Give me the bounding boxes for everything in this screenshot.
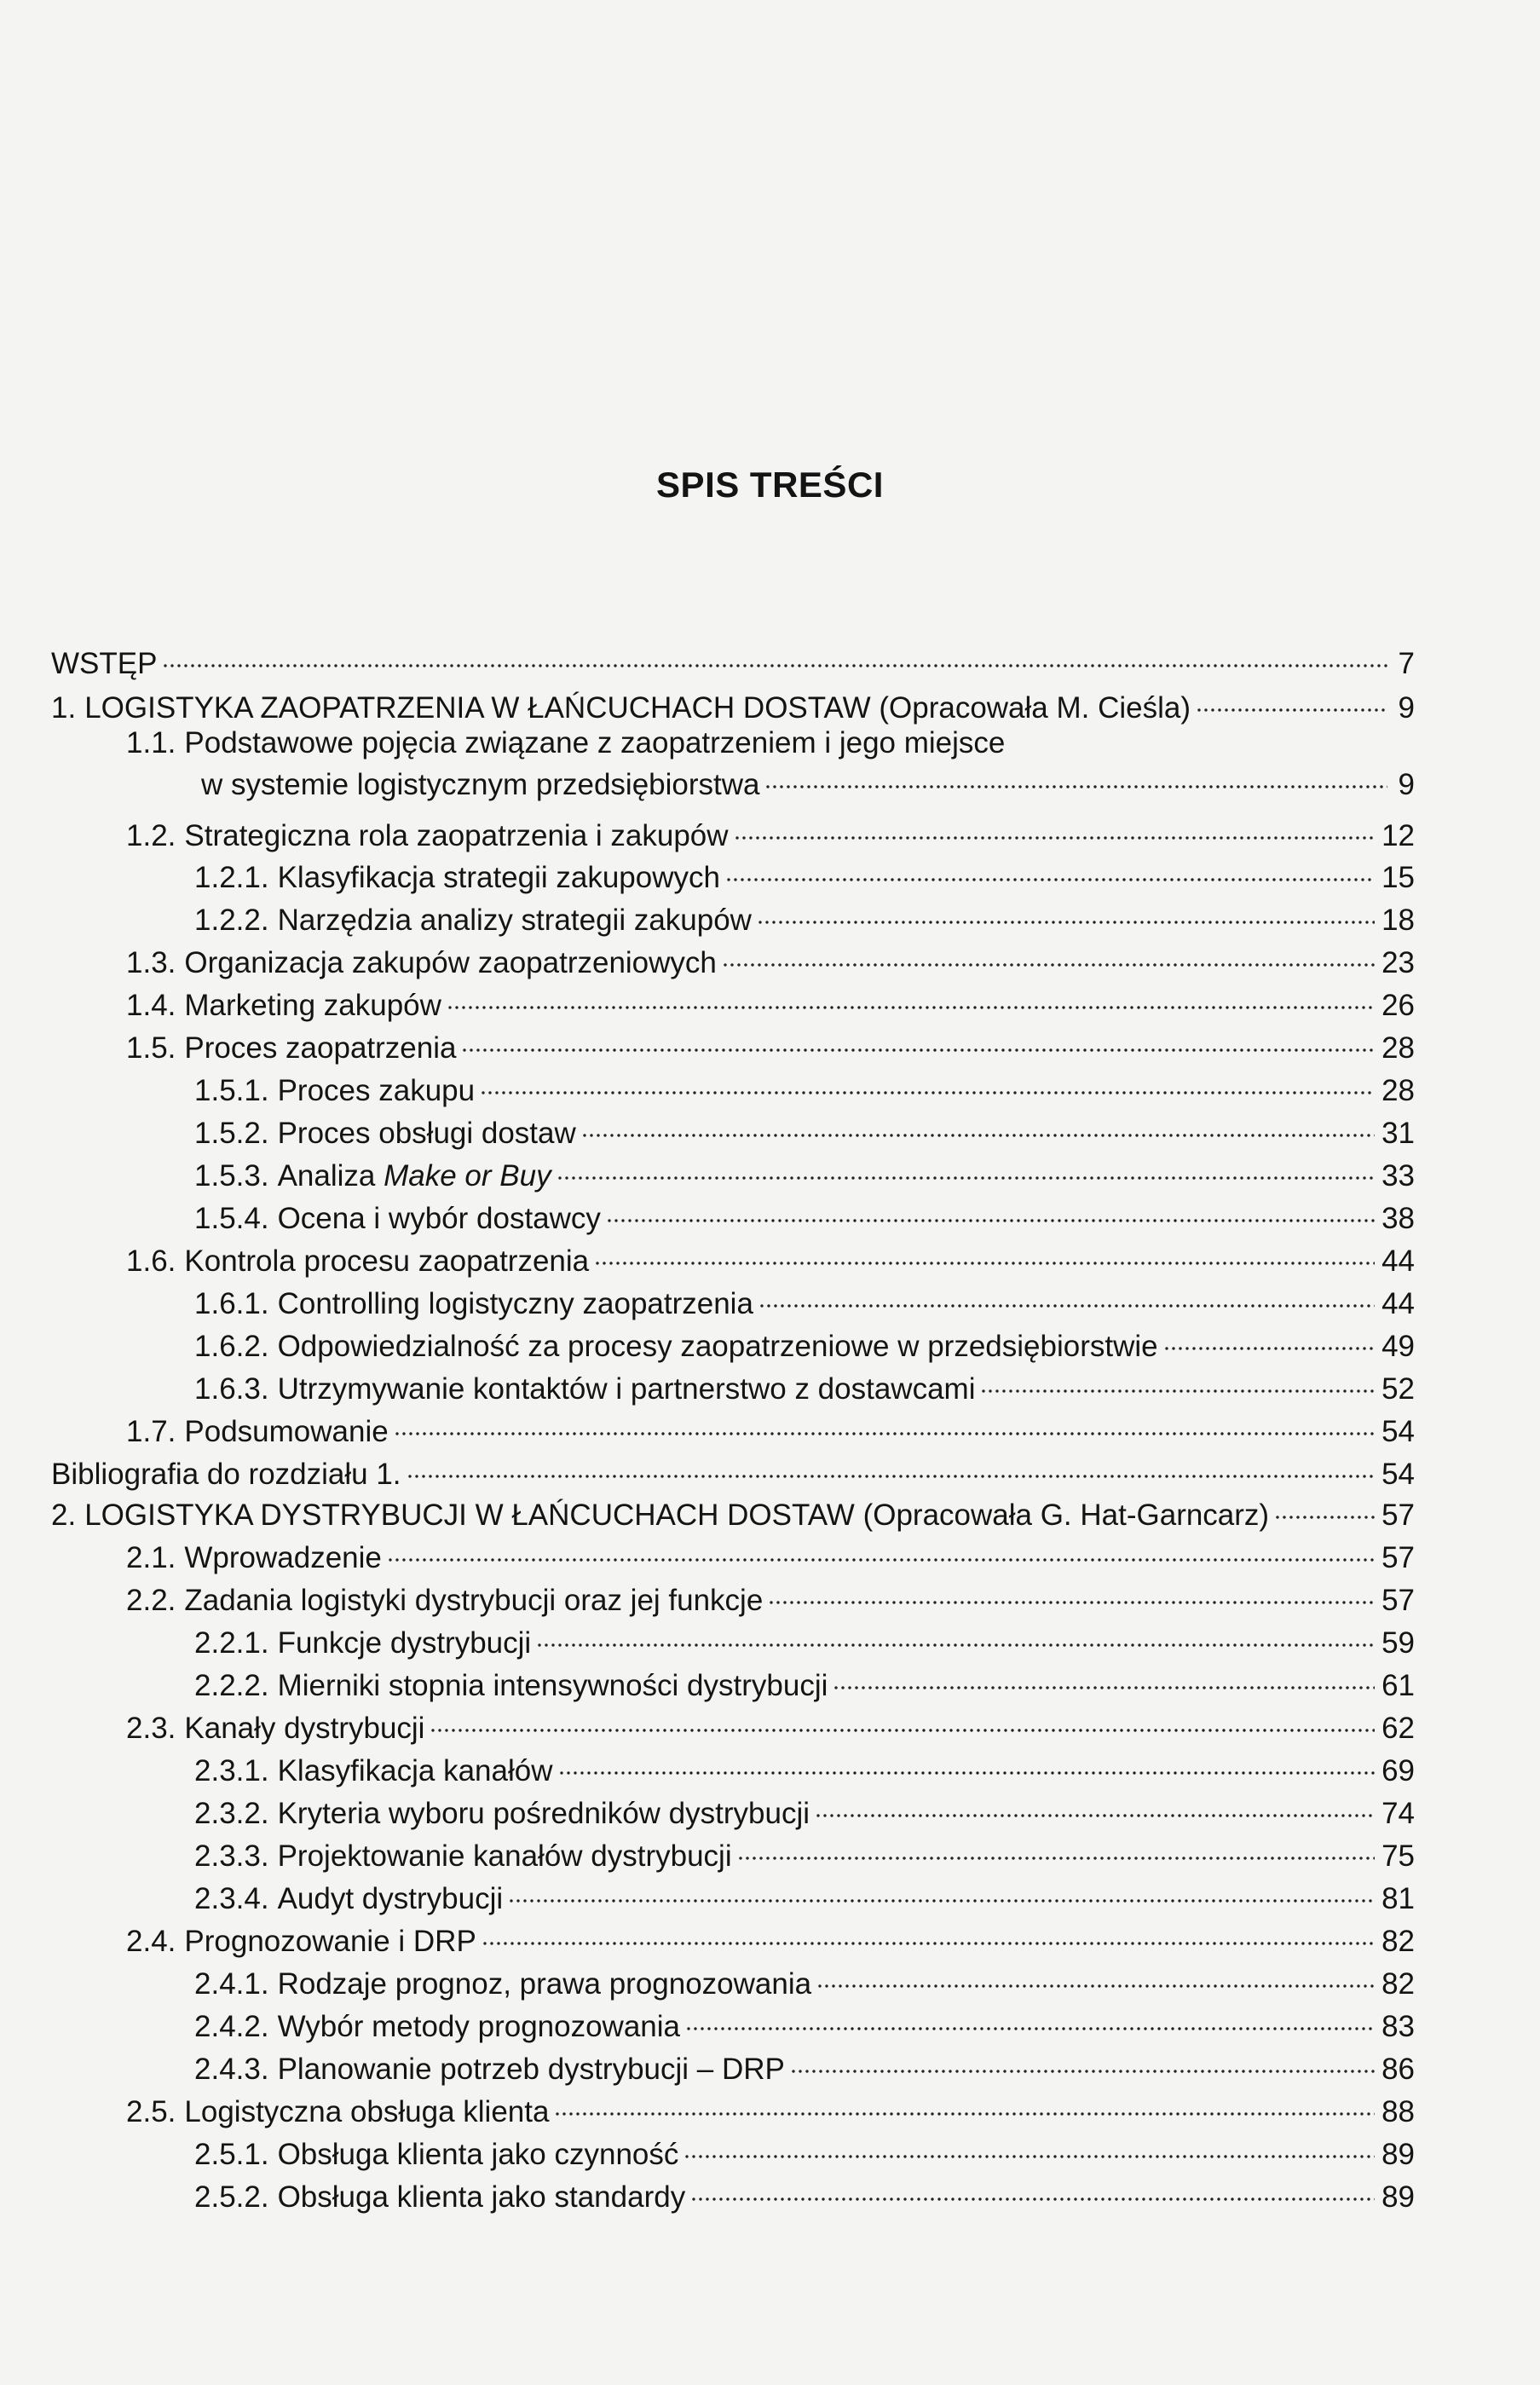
toc-entry-page: 57 xyxy=(1381,1584,1415,1617)
toc-entry-page: 9 xyxy=(1398,768,1415,801)
toc-entry-line xyxy=(126,1576,1415,1618)
toc-entry xyxy=(126,981,1415,1023)
dot-leader xyxy=(394,1407,1375,1441)
toc-entry-title: Rodzaje prognoz, prawa prognozowania xyxy=(277,1967,812,2001)
toc-entry-title: Marketing zakupów xyxy=(184,989,441,1022)
toc-entry-line xyxy=(194,2045,1415,2087)
toc-entry-line xyxy=(51,639,1415,681)
toc-entry-page: 81 xyxy=(1381,1882,1415,1915)
page-title: SPIS TREŚCI xyxy=(656,465,884,505)
toc-entry-page: 57 xyxy=(1381,1541,1415,1574)
toc-entry-page: 75 xyxy=(1381,1839,1415,1873)
toc-entry-title: Zadania logistyki dystrybucji oraz jej funkcje xyxy=(184,1584,764,1617)
toc-entry-page: 54 xyxy=(1381,1415,1415,1448)
toc-entry-title: Podsumowanie xyxy=(184,1415,389,1448)
toc-entry-line xyxy=(51,1450,1415,1492)
dot-leader xyxy=(557,1152,1375,1186)
dot-leader xyxy=(734,811,1376,846)
toc-entry-number: 2.4.2. xyxy=(194,2010,269,2043)
toc-entry xyxy=(126,1576,1415,1618)
toc-entry-number: 1. xyxy=(51,691,77,725)
dot-leader xyxy=(725,853,1375,887)
toc-entry-number: 1.3. xyxy=(126,946,176,979)
toc-entry-title: Klasyfikacja strategii zakupowych xyxy=(277,861,720,894)
toc-entry xyxy=(194,2045,1415,2087)
toc-entry xyxy=(126,938,1415,980)
toc-entry-page: 33 xyxy=(1381,1159,1415,1192)
toc-entry-title-continued: w systemie logistycznym przedsiębiorstwa xyxy=(201,768,760,801)
toc-entry-page: 28 xyxy=(1381,1074,1415,1107)
toc-entry-line xyxy=(194,1109,1415,1151)
toc-entry-line xyxy=(194,1960,1415,2001)
toc-entry-page: 89 xyxy=(1381,2180,1415,2214)
toc-entry-number: 1.2.2. xyxy=(194,904,269,937)
toc-entry-title: Mierniki stopnia intensywności dystrybucji xyxy=(277,1669,828,1702)
toc-entry-line xyxy=(126,1407,1415,1449)
toc-entry-page: 57 xyxy=(1381,1499,1415,1532)
toc-entry-line xyxy=(126,811,1415,853)
toc-entry xyxy=(126,1533,1415,1575)
toc-entry-page: 83 xyxy=(1381,2010,1415,2043)
toc-entry xyxy=(126,1237,1415,1279)
toc-entry-page: 59 xyxy=(1381,1626,1415,1660)
toc-entry-page: 88 xyxy=(1381,2095,1415,2128)
toc-entry-number: 1.5.3. xyxy=(194,1159,269,1192)
toc-entry-title: Funkcje dystrybucji xyxy=(277,1626,532,1660)
toc-entry-line xyxy=(194,2002,1415,2044)
dot-leader xyxy=(768,1576,1375,1610)
toc-entry-title: Wprowadzenie xyxy=(184,1541,382,1574)
toc-entry xyxy=(51,639,1415,681)
toc-entry-page: 69 xyxy=(1381,1754,1415,1787)
toc-entry-title: Prognozowanie i DRP xyxy=(184,1925,476,1958)
toc-entry-title: Wybór metody prognozowania xyxy=(277,2010,681,2043)
toc-entry xyxy=(194,1322,1415,1364)
toc-entry-title: Bibliografia do rozdziału 1. xyxy=(51,1458,401,1491)
toc-entry xyxy=(194,1747,1415,1788)
dot-leader xyxy=(790,2045,1375,2079)
toc-entry xyxy=(126,1407,1415,1449)
toc-entry-line xyxy=(194,1747,1415,1788)
toc-entry-number: 1.6.2. xyxy=(194,1330,269,1363)
toc-entry-line xyxy=(194,1322,1415,1364)
toc-entry-title: Strategiczna rola zaopatrzenia i zakupów xyxy=(184,819,729,852)
dot-leader xyxy=(690,2173,1375,2207)
dot-leader xyxy=(606,1194,1375,1228)
toc-entry-page: 44 xyxy=(1381,1287,1415,1320)
toc-entry-page: 61 xyxy=(1381,1669,1415,1702)
toc-entry-line xyxy=(126,1533,1415,1575)
toc-entry-title: Audyt dystrybucji xyxy=(277,1882,504,1915)
toc-entry xyxy=(194,1365,1415,1406)
toc-entry xyxy=(194,1619,1415,1660)
toc-entry-page: 23 xyxy=(1381,946,1415,979)
toc-entry-line xyxy=(126,726,1415,760)
toc-entry-line xyxy=(194,1874,1415,1916)
toc-entry-line xyxy=(194,1619,1415,1660)
dot-leader xyxy=(757,896,1375,930)
toc-entry-title: Podstawowe pojęcia związane z zaopatrzeniem i jego miejsce xyxy=(184,726,1006,759)
toc-entry-number: 1.6. xyxy=(126,1244,176,1278)
toc-entry xyxy=(126,726,1415,802)
toc-entry-title: Analiza xyxy=(277,1159,376,1192)
toc-entry-line xyxy=(194,1789,1415,1831)
toc-entry-line xyxy=(194,1194,1415,1236)
toc-entry-title: Obsługa klienta jako standardy xyxy=(277,2180,686,2214)
toc-entry-page: 28 xyxy=(1381,1031,1415,1065)
toc-entry-title: Organizacja zakupów zaopatrzeniowych xyxy=(184,946,717,979)
toc-entry-title: Klasyfikacja kanałów xyxy=(277,1754,553,1787)
toc-entry xyxy=(51,1491,1415,1533)
toc-entry-number: 1.4. xyxy=(126,989,176,1022)
dot-leader xyxy=(833,1661,1375,1695)
dot-leader xyxy=(536,1619,1375,1653)
dot-leader xyxy=(764,760,1387,794)
toc-entry xyxy=(194,1789,1415,1831)
dot-leader xyxy=(387,1533,1375,1568)
toc-entry xyxy=(194,1109,1415,1151)
toc-entry xyxy=(126,1917,1415,1959)
toc-entry xyxy=(194,1832,1415,1874)
toc-entry-title: Odpowiedzialność za procesy zaopatrzeniowe w przedsiębiorstwie xyxy=(277,1330,1158,1363)
toc-entry-number: 2.3.3. xyxy=(194,1839,269,1873)
toc-entry-title: Proces obsługi dostaw xyxy=(277,1117,576,1150)
toc-entry-title: Controlling logistyczny zaopatrzenia xyxy=(277,1287,753,1320)
toc-entry-page: 74 xyxy=(1381,1797,1415,1830)
toc-entry-title: Ocena i wybór dostawcy xyxy=(277,1202,601,1235)
toc-entry-line xyxy=(126,981,1415,1023)
toc-entry-number: 2.3.4. xyxy=(194,1882,269,1915)
dot-leader xyxy=(430,1704,1375,1738)
toc-entry-title: Narzędzia analizy strategii zakupów xyxy=(277,904,752,937)
dot-leader xyxy=(816,1960,1375,1994)
toc-entry-page: 12 xyxy=(1381,819,1415,852)
toc-entry-title: Projektowanie kanałów dystrybucji xyxy=(277,1839,732,1873)
toc-entry-number: 1.7. xyxy=(126,1415,176,1448)
dot-leader xyxy=(581,1109,1375,1143)
dot-leader xyxy=(162,639,1387,673)
dot-leader xyxy=(594,1237,1375,1271)
toc-entry-page: 49 xyxy=(1381,1330,1415,1363)
toc-entry-line xyxy=(126,938,1415,980)
toc-entry-number: 1.5. xyxy=(126,1031,176,1065)
toc-entry-page: 15 xyxy=(1381,861,1415,894)
toc-entry-line xyxy=(126,1237,1415,1279)
toc-entry-title: Proces zakupu xyxy=(277,1074,476,1107)
toc-entry-title: Utrzymywanie kontaktów i partnerstwo z dostawcami xyxy=(277,1372,976,1406)
toc-entry-title: Obsługa klienta jako czynność xyxy=(277,2138,679,2171)
dot-leader xyxy=(737,1832,1375,1866)
dot-leader xyxy=(1274,1491,1375,1525)
toc-entry-number: 2.4.3. xyxy=(194,2053,269,2086)
toc-entry-line xyxy=(126,1024,1415,1065)
toc-entry-page: 82 xyxy=(1381,1967,1415,2001)
toc-entry xyxy=(194,896,1415,938)
toc-entry-line xyxy=(51,1491,1415,1533)
toc-entry-line xyxy=(126,1704,1415,1746)
toc-entry-line xyxy=(194,1066,1415,1108)
toc-entry-page: 9 xyxy=(1398,691,1415,725)
toc-entry-title-italic: Make or Buy xyxy=(384,1159,551,1192)
toc-entry-page: 44 xyxy=(1381,1244,1415,1278)
toc-entry xyxy=(194,1661,1415,1703)
toc-entry-line xyxy=(194,1365,1415,1406)
dot-leader xyxy=(554,2088,1375,2122)
dot-leader xyxy=(683,2130,1375,2164)
toc-entry-page: 89 xyxy=(1381,2138,1415,2171)
toc-entry xyxy=(194,2173,1415,2215)
toc-entry-number: 2.5.2. xyxy=(194,2180,269,2214)
toc-entry-page: 82 xyxy=(1381,1925,1415,1958)
toc-entry xyxy=(126,811,1415,853)
toc-entry-line xyxy=(194,896,1415,938)
toc-entry-page: 18 xyxy=(1381,904,1415,937)
toc-entry-number: 1.5.2. xyxy=(194,1117,269,1150)
toc-entry xyxy=(194,1960,1415,2001)
toc-entry-page: 26 xyxy=(1381,989,1415,1022)
dot-leader xyxy=(815,1789,1375,1823)
toc-entry-number: 2.4.1. xyxy=(194,1967,269,2001)
toc-entry-number: 2.2. xyxy=(126,1584,176,1617)
toc-entry-number: 2.3. xyxy=(126,1712,176,1745)
toc-entry-number: 2. xyxy=(51,1499,77,1532)
toc-entry-line xyxy=(194,2173,1415,2215)
toc-entry-title: Logistyczna obsługa klienta xyxy=(184,2095,550,2128)
toc-entry-number: 2.1. xyxy=(126,1541,176,1574)
dot-leader xyxy=(1163,1322,1375,1356)
toc-entry xyxy=(194,1194,1415,1236)
toc-entry-page: 7 xyxy=(1398,647,1415,680)
toc-entry xyxy=(194,1874,1415,1916)
toc-entry xyxy=(194,1152,1415,1193)
dot-leader xyxy=(1196,684,1387,718)
toc-entry xyxy=(126,2088,1415,2129)
toc-entry-number: 2.5.1. xyxy=(194,2138,269,2171)
toc-entry-page: 31 xyxy=(1381,1117,1415,1150)
toc-entry-line xyxy=(126,1917,1415,1959)
toc-entry-line xyxy=(194,2130,1415,2172)
toc-entry-number: 1.1. xyxy=(126,726,176,759)
toc-entry-title: LOGISTYKA DYSTRYBUCJI W ŁAŃCUCHACH DOSTAW (Opracowała G. Hat-Garncarz) xyxy=(84,1499,1270,1532)
dot-leader xyxy=(722,938,1375,973)
toc-entry-line xyxy=(194,1279,1415,1321)
toc-entry-title: WSTĘP xyxy=(51,647,158,680)
toc-entry-number: 2.2.2. xyxy=(194,1669,269,1702)
dot-leader xyxy=(508,1874,1375,1909)
toc-entry-number: 2.3.1. xyxy=(194,1754,269,1787)
dot-leader xyxy=(407,1450,1376,1484)
toc-entry xyxy=(126,1704,1415,1746)
dot-leader xyxy=(558,1747,1376,1781)
dot-leader xyxy=(482,1917,1375,1951)
toc-entry xyxy=(194,853,1415,895)
toc-entry-line xyxy=(194,853,1415,895)
dot-leader xyxy=(447,981,1375,1015)
toc-entry-number: 1.2.1. xyxy=(194,861,269,894)
toc-entry-title: Kontrola procesu zaopatrzenia xyxy=(184,1244,590,1278)
toc-entry xyxy=(194,1279,1415,1321)
toc-entry xyxy=(194,2130,1415,2172)
toc-entry-title: Kryteria wyboru pośredników dystrybucji xyxy=(277,1797,810,1830)
toc-entry xyxy=(126,1024,1415,1065)
toc-entry-line xyxy=(126,760,1415,802)
dot-leader xyxy=(980,1365,1375,1399)
toc-entry xyxy=(51,1450,1415,1492)
toc-entry-number: 1.6.1. xyxy=(194,1287,269,1320)
toc-entry xyxy=(194,1066,1415,1108)
dot-leader xyxy=(758,1279,1375,1314)
dot-leader xyxy=(685,2002,1375,2036)
toc-entry-number: 2.4. xyxy=(126,1925,176,1958)
toc-entry-number: 1.5.1. xyxy=(194,1074,269,1107)
toc-entry-line xyxy=(194,1832,1415,1874)
toc-entry-page: 38 xyxy=(1381,1202,1415,1235)
dot-leader xyxy=(480,1066,1375,1100)
toc-entry-number: 1.6.3. xyxy=(194,1372,269,1406)
toc-entry-page: 62 xyxy=(1381,1712,1415,1745)
toc-entry-page: 52 xyxy=(1381,1372,1415,1406)
toc-entry xyxy=(194,2002,1415,2044)
toc-entry-line xyxy=(126,2088,1415,2129)
toc-entry-number: 1.2. xyxy=(126,819,176,852)
toc-entry-number: 1.5.4. xyxy=(194,1202,269,1235)
toc-entry-line xyxy=(194,1152,1415,1193)
toc-entry-line xyxy=(51,684,1415,725)
toc-entry-page: 54 xyxy=(1381,1458,1415,1491)
toc-entry-page: 86 xyxy=(1381,2053,1415,2086)
toc-entry-number: 2.5. xyxy=(126,2095,176,2128)
toc-entry-title: LOGISTYKA ZAOPATRZENIA W ŁAŃCUCHACH DOSTAW (Opracowała M. Cieśla) xyxy=(84,691,1191,725)
toc-entry-title: Planowanie potrzeb dystrybucji – DRP xyxy=(277,2053,785,2086)
toc-entry-number: 2.2.1. xyxy=(194,1626,269,1660)
toc-entry-title: Kanały dystrybucji xyxy=(184,1712,425,1745)
toc-entry-line xyxy=(194,1661,1415,1703)
toc-entry-number: 2.3.2. xyxy=(194,1797,269,1830)
toc-entry-title: Proces zaopatrzenia xyxy=(184,1031,457,1065)
dot-leader xyxy=(461,1024,1375,1058)
toc-entry xyxy=(51,684,1415,725)
